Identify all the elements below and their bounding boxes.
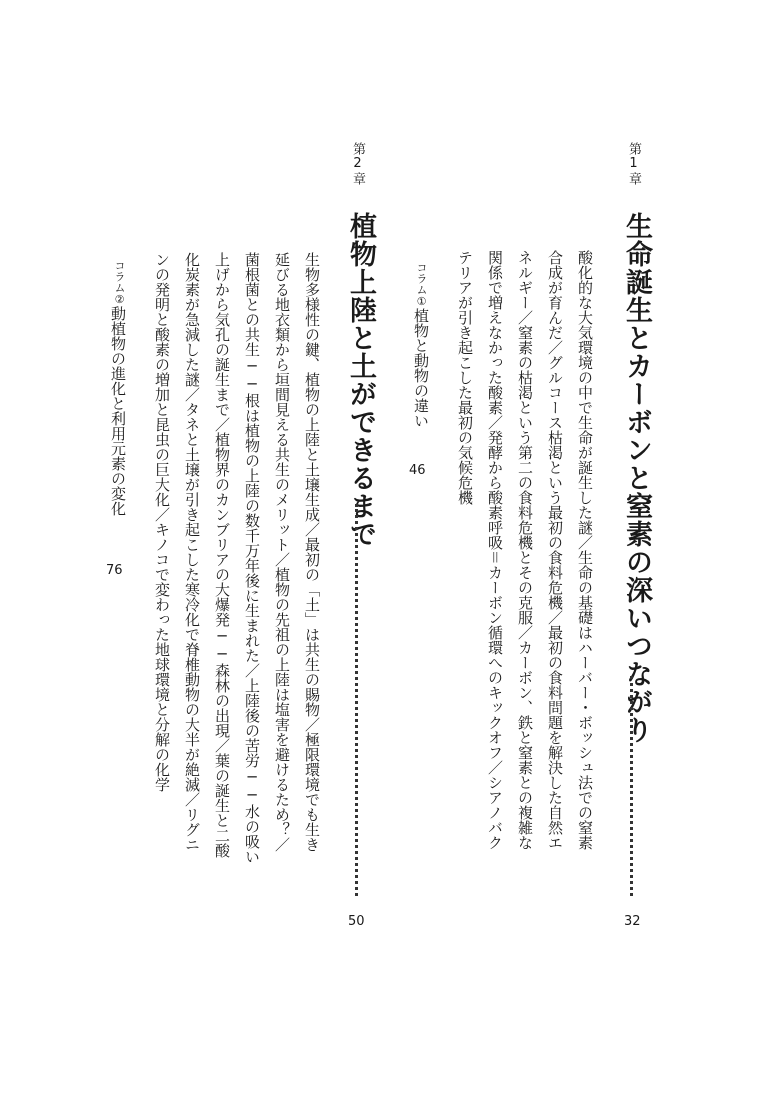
chapter1-summary-line: テリアが引き起こした最初の気候危機 <box>456 250 474 505</box>
chapter1-summary-line: 合成が育んだ／グルコース枯渇という最初の食料危機／最初の食料問題を解決した自然エ <box>546 250 564 850</box>
chapter1-page-number: 32 <box>624 914 641 929</box>
column2-label: コラム② <box>113 260 126 306</box>
column1-page-number: 46 <box>409 463 426 478</box>
column1-label: コラム① <box>415 262 428 308</box>
chapter2-summary <box>147 252 327 892</box>
column2-page-number: 76 <box>106 563 123 578</box>
chapter2-page-number: 50 <box>348 914 365 929</box>
chapter2-leader-dots <box>355 504 360 896</box>
chapter2-label: 第2章 <box>350 142 365 186</box>
column2-title: 動植物の進化と利用元素の変化 <box>109 306 127 516</box>
chapter2-title: 植物上陸と土ができるまで <box>345 212 376 548</box>
chapter2-summary-line: 化炭素が急減した謎／タネと土壌が引き起こした寒冷化で脊椎動物の大半が絶滅／リグニ <box>183 252 201 852</box>
chapter2-summary-line: ンの発明と酸素の増加と昆虫の巨大化／キノコで変わった地球環境と分解の化学 <box>153 252 171 792</box>
chapter1-title: 生命誕生とカーボンと窒素の深いつながり <box>621 212 652 744</box>
chapter2-summary-line: 上げから気孔の誕生まで／植物界のカンブリアの大爆発──森林の出現／葉の誕生と二酸 <box>213 252 231 858</box>
chapter2-summary-line: 生物多様性の鍵、植物の上陸と土壌生成／最初の「土」は共生の賜物／極限環境でも生き <box>303 252 321 852</box>
chapter1-label: 第1章 <box>626 142 641 186</box>
chapter1-summary-line: 関係で増えなかった酸素／発酵から酸素呼吸＝カーボン循環へのキックオフ／シアノバク <box>486 250 504 850</box>
chapter2-summary-line: 延びる地衣類から垣間見える共生のメリット／植物の先祖の上陸は塩害を避けるため？／ <box>273 252 291 852</box>
chapter1-summary-line: 酸化的な大気環境の中で生命が誕生した謎／生命の基礎はハーバー・ボッシュ法での窒素 <box>576 250 594 850</box>
chapter1-summary <box>450 250 600 890</box>
chapter1-leader-dots <box>630 676 635 896</box>
chapter1-summary-line: ネルギー／窒素の枯渇という第二の食料危機とその克服／カーボン、鉄と窒素との複雑な <box>516 250 534 850</box>
chapter2-summary-line: 菌根菌との共生──根は植物の上陸の数千万年後に生まれた／上陸後の苦労──水の吸い <box>243 252 261 864</box>
column1-title: 植物と動物の違い <box>412 308 430 428</box>
